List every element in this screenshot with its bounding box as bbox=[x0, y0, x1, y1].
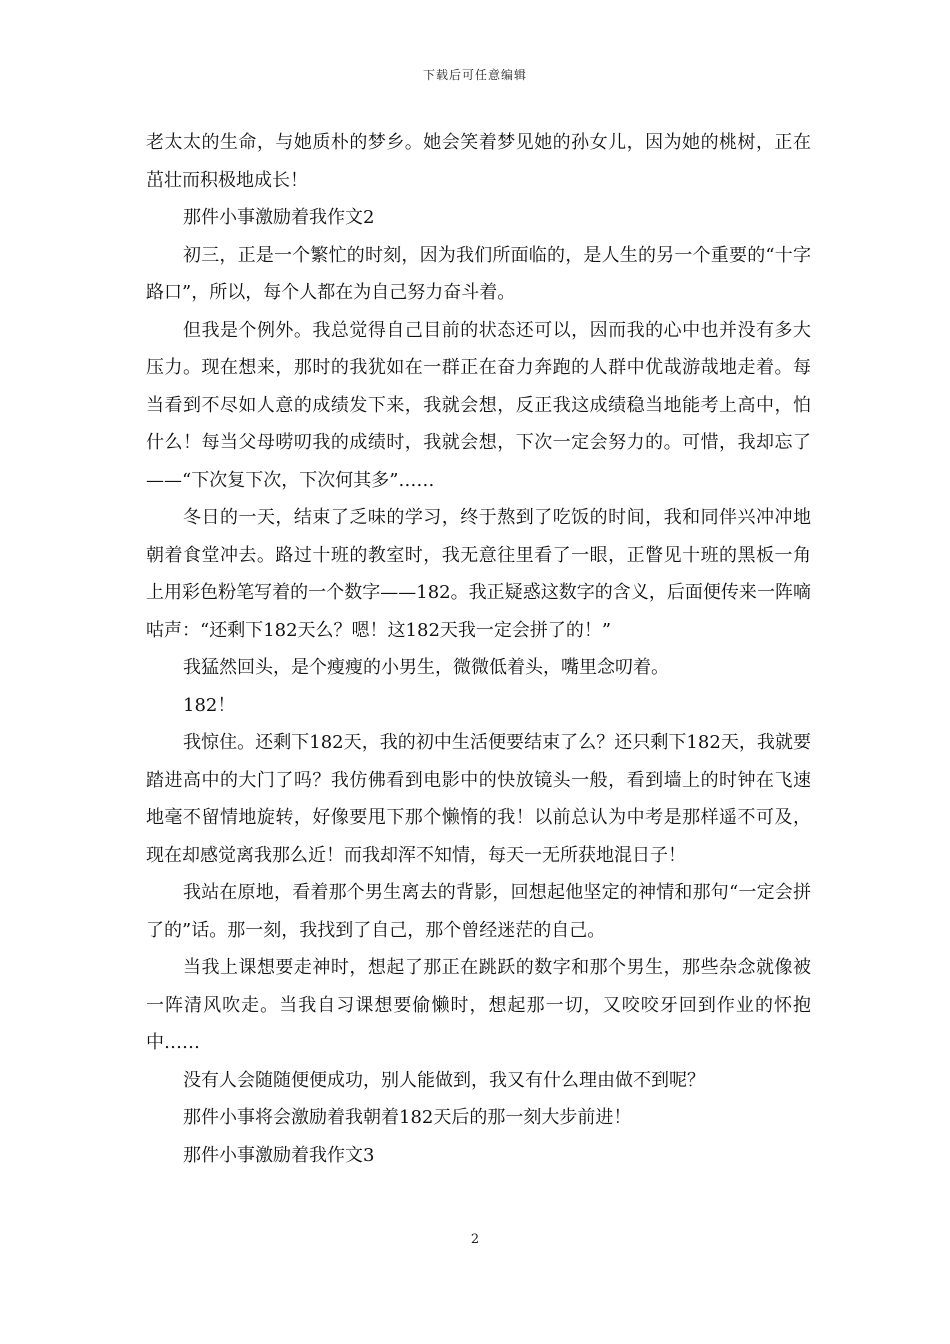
paragraph: 我站在原地，看着那个男生离去的背影，回想起他坚定的神情和那句“一定会拼了的”话。那一刻，我找到了自己，那个曾经迷茫的自己。 bbox=[146, 882, 811, 941]
paragraph: 182！ bbox=[183, 694, 236, 716]
page-header: 下载后可任意编辑 bbox=[422, 68, 527, 82]
paragraph: 那件小事将会激励着我朝着182天后的那一刻大步前进！ bbox=[183, 1107, 632, 1128]
paragraph: 冬日的一天，结束了乏味的学习，终于熬到了吃饭的时间，我和同伴兴冲冲地朝着食堂冲去。路过十班的教室时，我无意往里看了一眼，正瞥见十班的黑板一角上用彩色粉笔写着的一个数字——182。我正疑惑这数字的含义，后面便传来一阵嘀咕声：“还剩下182天么？嗯！这182天我一定会拼了的！” bbox=[146, 507, 811, 641]
section-heading: 那件小事激励着我作文3 bbox=[183, 1144, 375, 1166]
paragraph: 没有人会随随便便成功，别人能做到，我又有什么理由做不到呢？ bbox=[183, 1069, 705, 1091]
paragraph: 初三，正是一个繁忙的时刻，因为我们所面临的，是人生的另一个重要的“十字路口”，所以，每个人都在为自己努力奋斗着。 bbox=[146, 244, 811, 303]
paragraph: 但我是个例外。我总觉得自己目前的状态还可以，因而我的心中也并没有多大压力。现在想来，那时的我犹如在一群正在奋力奔跑的人群中优哉游哉地走着。每当看到不尽如人意的成绩发下来，我就会想，反正我这成绩稳当地能考上高中，怕什么！每当父母唠叨我的成绩时，我就会想，下次一定会努力的。可惜，我却忘了——“下次复下次，下次何其多”…… bbox=[146, 319, 811, 491]
paragraph: 我猛然回头，是个瘦瘦的小男生，微微低着头，嘴里念叨着。 bbox=[183, 657, 669, 678]
paragraph: 我惊住。还剩下182天，我的初中生活便要结束了么？还只剩下182天，我就要踏进高中的大门了吗？我仿佛看到电影中的快放镜头一般，看到墙上的时钟在飞速地毫不留情地旋转，好像要甩下那个懒惰的我！以前总认为中考是那样遥不可及，现在却感觉离我那么近！而我却浑不知情，每天一无所获地混日子！ bbox=[146, 732, 811, 866]
section-heading: 那件小事激励着我作文2 bbox=[183, 207, 375, 228]
paragraph: 老太太的生命，与她质朴的梦乡。她会笑着梦见她的孙女儿，因为她的桃树，正在茁壮而积极地成长！ bbox=[146, 132, 811, 191]
document-body bbox=[146, 124, 811, 1174]
page-number: 2 bbox=[470, 1232, 480, 1247]
paragraph: 当我上课想要走神时，想起了那正在跳跃的数字和那个男生，那些杂念就像被一阵清风吹走。当我自习课想要偷懒时，想起那一切，又咬咬牙回到作业的怀抱中…… bbox=[146, 957, 811, 1053]
